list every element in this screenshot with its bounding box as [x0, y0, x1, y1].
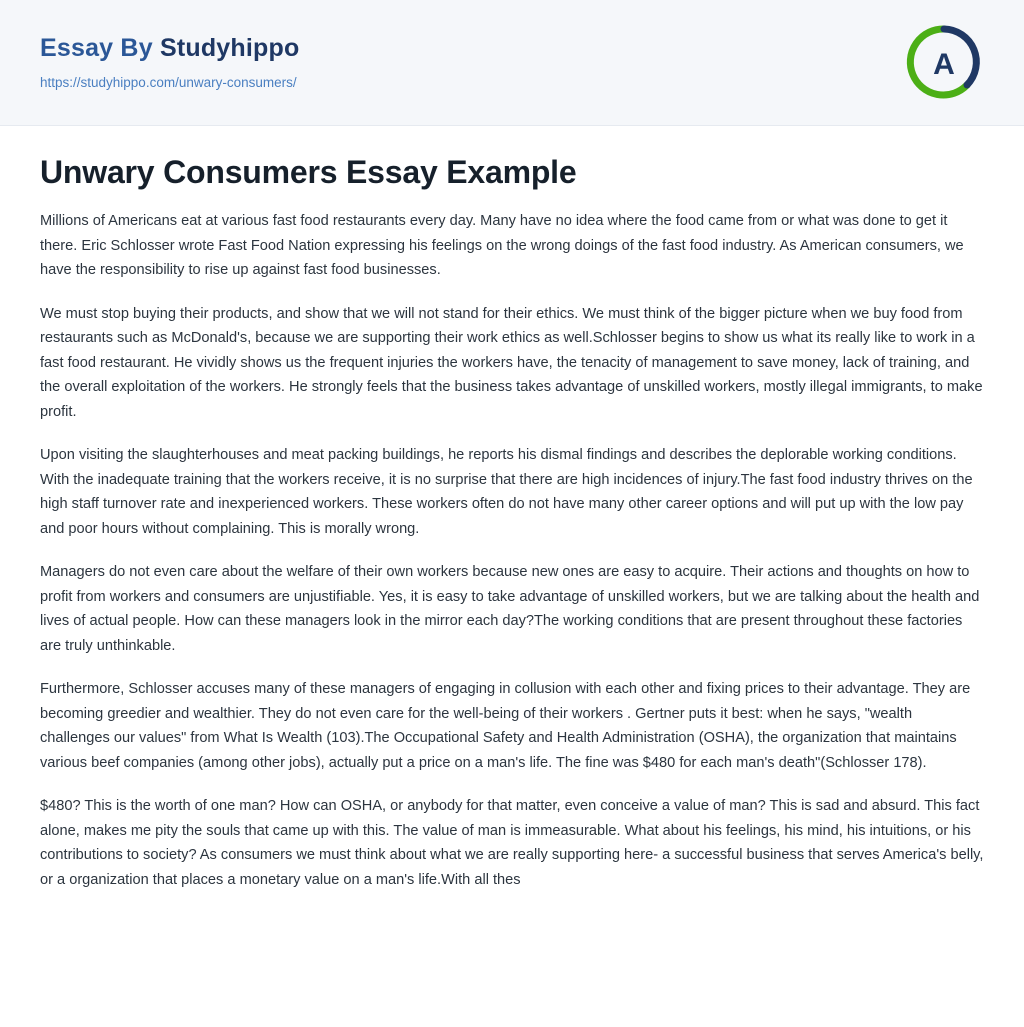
- page-title: Unwary Consumers Essay Example: [40, 154, 577, 190]
- article-paragraph: $480? This is the worth of one man? How can OSHA, or anybody for that matter, even conceive a value of man? This is sad and absurd. This fact alone, makes me pity the souls that came up with this. The value of man is immeasurable. What about his feelings, his mind, his intuitions, or his contributions to society? As consumers we must think about what we are really supporting here- a successful business that serves America's belly, or a organization that places a monetary value on a man's life.With all thes: [40, 798, 984, 888]
- article-paragraph: Upon visiting the slaughterhouses and meat packing buildings, he reports his dismal findings and describes the deplorable working conditions. With the inadequate training that the workers receive, it is no surprise that there are high incidences of injury.The fast food industry thrives on the high staff turnover rate and inexperienced workers. These workers often do not have many other career options and will put up with the low pay and poor hours without complaining. This is morally wrong.: [40, 447, 973, 537]
- brand-name: Studyhippo: [159, 34, 300, 63]
- studyhippo-logo-icon: [904, 22, 984, 102]
- svg-text:A: A: [933, 48, 955, 81]
- site-url[interactable]: https://studyhippo.com/unwary-consumers/: [40, 75, 297, 91]
- article-paragraph: Managers do not even care about the welfare of their own workers because new ones are easy to acquire. Their actions and thoughts on how to profit from workers and consumers are unjustifiable. Yes, it is easy to take advantage of unskilled workers, but we are talking about the health and lives of actual people. How can these managers look in the mirror each day?The working conditions that are present throughout these factories are truly unthinkable.: [40, 564, 980, 654]
- site-header: [0, 0, 1024, 126]
- brand-prefix: Essay By: [40, 34, 160, 63]
- site-brand: [40, 33, 984, 63]
- article-paragraph: We must stop buying their products, and show that we will not stand for their ethics. We must think of the bigger picture when we buy food from restaurants such as McDonald's, because we are supporting their work ethics as well.Schlosser begins to show us what its really like to work in a fast food restaurant. He vividly shows us the frequent injuries the workers have, the tenacity of management to save money, lack of training, and the overall exploitation of the workers. He strongly feels that the business takes advantage of unskilled workers, mostly illegal immigrants, to make profit.: [40, 305, 983, 420]
- article-paragraph: Furthermore, Schlosser accuses many of these managers of engaging in collusion with each other and fixing prices to their advantage. They are becoming greedier and wealthier. They do not even care for the well-being of their workers . Gertner puts it best: when he says, "wealth challenges our values" from What Is Wealth (103).The Occupational Safety and Health Administration (OSHA), the organization that maintains various beef companies (among other jobs), actually put a price on a man's life. The fine was $480 for each man's death"(Schlosser 178).: [40, 681, 971, 771]
- article-paragraph: Millions of Americans eat at various fast food restaurants every day. Many have no idea where the food came from or what was done to get it there. Eric Schlosser wrote Fast Food Nation expressing his feelings on the wrong doings of the fast food industry. As American consumers, we have the responsibility to rise up against fast food businesses.: [40, 213, 964, 278]
- article-body: [0, 126, 1024, 892]
